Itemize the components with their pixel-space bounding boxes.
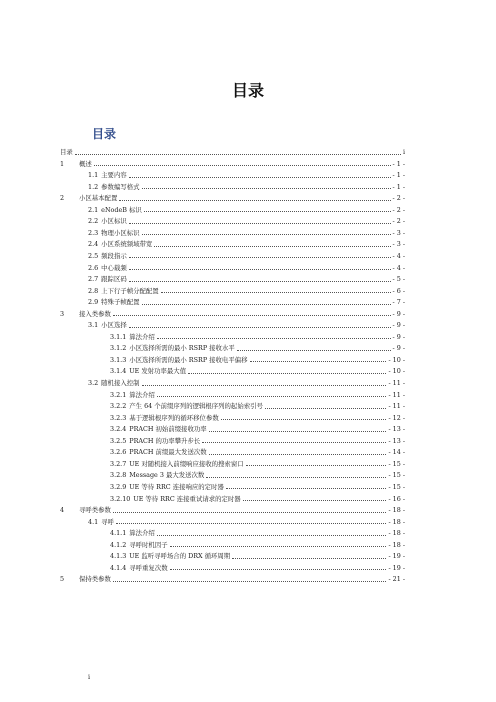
toc-entry-number: 3.1.1 — [110, 332, 127, 341]
toc-entry[interactable] — [60, 145, 405, 156]
toc-entry-number: 3.2.9 — [110, 482, 127, 491]
toc-entry[interactable] — [88, 261, 405, 272]
toc-entry-page: - 11 - — [388, 379, 405, 387]
toc-entry[interactable] — [88, 295, 405, 306]
toc-entry-page: - 10 - — [388, 367, 405, 376]
toc-leader-dots — [237, 350, 391, 351]
toc-entry-page: - 13 - — [388, 436, 405, 445]
toc-entry-number: 3.2.1 — [110, 390, 127, 399]
toc-leader-dots — [209, 454, 387, 455]
toc-leader-dots — [129, 327, 391, 328]
toc-leader-dots — [129, 177, 391, 178]
toc-entry-label: 算法介绍 — [129, 529, 155, 538]
toc-leader-dots — [154, 246, 390, 247]
toc-entry[interactable] — [60, 572, 405, 583]
toc-leader-dots — [142, 234, 391, 235]
toc-entry-label: 产生 64 个前缀序列的逻辑根序列的起始索引号 — [129, 402, 263, 411]
toc-entry-page: - 13 - — [388, 425, 405, 434]
toc-entry-page: - 4 - — [392, 263, 405, 272]
toc-entry[interactable] — [88, 237, 405, 248]
toc-entry-number: 3 — [60, 309, 65, 318]
toc-entry[interactable] — [88, 515, 405, 526]
toc-leader-dots — [206, 477, 386, 478]
toc-entry-number: 1.1 — [88, 171, 99, 180]
toc-entry-number: 3.2.10 — [110, 494, 131, 503]
toc-entry-page: - 9 - — [392, 309, 405, 318]
toc-leader-dots — [157, 396, 387, 397]
toc-entry-number: 3.2.4 — [110, 425, 127, 434]
toc-entry-page: - 12 - — [388, 413, 405, 422]
toc-leader-dots — [202, 442, 386, 443]
toc-entry-label: 频段指示 — [101, 251, 127, 260]
toc-leader-dots — [265, 408, 387, 409]
toc-leader-dots — [113, 512, 387, 513]
toc-entry[interactable] — [110, 353, 405, 364]
toc-entry-label: 主要内容 — [101, 171, 127, 180]
toc-entry-label: 特殊子帧配置 — [101, 298, 140, 307]
toc-entry-number: 2.5 — [88, 251, 99, 260]
toc-entry-page: - 11 - — [388, 402, 405, 411]
toc-entry-label: UE 监听寻呼场合的 DRX 循环周期 — [129, 552, 231, 561]
toc-entry-page: - 15 - — [388, 482, 405, 491]
toc-entry-number: 3.2.3 — [110, 413, 127, 422]
toc-entry-number: 1.2 — [88, 182, 99, 191]
toc-entry[interactable] — [110, 399, 405, 410]
toc-entry-number: 3.2.5 — [110, 436, 127, 445]
toc-entry-label: 小区选择所需的最小 RSRP 接收水平 — [129, 344, 235, 353]
toc-entry[interactable] — [60, 307, 405, 318]
toc-entry-label: 小区基本配置 — [79, 194, 118, 203]
toc-leader-dots — [250, 361, 387, 362]
toc-entry-page: - 18 - — [388, 506, 405, 515]
toc-entry-label: 上下行子帧分配配置 — [101, 286, 159, 295]
toc-entry-page: - 3 - — [392, 228, 405, 237]
toc-entry-page: - 18 - — [388, 540, 405, 549]
toc-leader-dots — [221, 419, 387, 420]
toc-entry[interactable] — [110, 492, 405, 503]
toc-entry[interactable] — [110, 468, 405, 479]
toc-entry-label: 寻呼 — [101, 517, 114, 526]
toc-leader-dots — [243, 500, 387, 501]
toc-entry-page: - 18 - — [388, 517, 405, 526]
toc-entry[interactable] — [88, 203, 405, 214]
toc-entry[interactable] — [110, 457, 405, 468]
toc-entry[interactable] — [110, 411, 405, 422]
toc-entry-label: 小区选择所需的最小 RSRP 接收电平偏移 — [129, 355, 248, 364]
toc-entry[interactable] — [88, 249, 405, 260]
toc-entry[interactable] — [110, 480, 405, 491]
toc-entry-label: PRACH 的功率攀升步长 — [129, 436, 201, 445]
toc-entry-label: 小区系统频域带宽 — [101, 240, 153, 249]
toc-entry-number: 4.1.4 — [110, 563, 127, 572]
toc-entry-label: 随机接入控制 — [101, 379, 140, 387]
toc-entry-label: PRACH 初始前缀接收功率 — [129, 425, 207, 434]
toc-entry-page: - 7 - — [392, 298, 405, 307]
toc-entry-label: 保持类参数 — [79, 575, 111, 584]
toc-entry-number: 2 — [60, 194, 65, 203]
toc-entry-page: - 9 - — [392, 332, 405, 341]
toc-entry-label: 小区标识 — [101, 217, 127, 226]
toc-entry[interactable] — [60, 503, 405, 514]
toc-entry-number: 2.4 — [88, 240, 99, 249]
toc-entry-label: 目录 — [60, 148, 73, 156]
toc-entry-page: - 4 - — [392, 251, 405, 260]
toc-entry-number: 2.7 — [88, 275, 99, 284]
toc-leader-dots — [157, 338, 391, 339]
toc-entry-number: 2.6 — [88, 263, 99, 272]
toc-entry-label: 算法介绍 — [129, 390, 155, 399]
toc-entry-label: 中心载频 — [101, 263, 127, 272]
toc-entry[interactable] — [110, 561, 405, 572]
toc-entry[interactable] — [110, 330, 405, 341]
toc-entry-page: - 9 - — [392, 321, 405, 330]
toc-entry-page: - 15 - — [388, 459, 405, 468]
toc-leader-dots — [170, 569, 387, 570]
toc-entry-label: UE 对随机接入前缀响应接收的搜索窗口 — [129, 459, 244, 468]
toc-entry[interactable] — [110, 388, 405, 399]
toc-entry-label: 参数编写格式 — [101, 182, 140, 191]
toc-entry[interactable] — [110, 434, 405, 445]
toc-entry-page: - 1 - — [392, 182, 405, 191]
toc-entry-page: - 3 - — [392, 240, 405, 249]
toc-entry[interactable] — [88, 284, 405, 295]
toc-leader-dots — [129, 257, 391, 258]
toc-entry-number: 4.1 — [88, 517, 99, 526]
toc-entry[interactable] — [110, 341, 405, 352]
toc-entry-number: 3.1.2 — [110, 344, 127, 353]
toc-leader-dots — [142, 385, 387, 386]
toc-entry-label: 寻呼重复次数 — [129, 563, 168, 572]
toc-entry-page: - 18 - — [388, 529, 405, 538]
toc-leader-dots — [116, 523, 387, 524]
toc-entry-number: 2.8 — [88, 286, 99, 295]
toc-leader-dots — [129, 269, 391, 270]
toc-leader-dots — [209, 431, 387, 432]
toc-entry-number: 4.1.1 — [110, 529, 127, 538]
toc-entry[interactable] — [60, 157, 405, 168]
document-title: 目录 — [231, 81, 264, 100]
toc-entry-label: 接入类参数 — [79, 309, 111, 318]
toc-entry-label: 物理小区标识 — [101, 228, 140, 237]
toc-entry-page: - 2 - — [392, 205, 405, 214]
toc-entry-label: PRACH 前缀最大发送次数 — [129, 448, 207, 457]
toc-leader-dots — [161, 292, 391, 293]
toc-entry-page: - 10 - — [388, 355, 405, 364]
toc-entry-number: 4 — [60, 506, 65, 515]
toc-entry-number: 4.1.2 — [110, 540, 127, 549]
toc-leader-dots — [113, 315, 391, 316]
toc-entry-page: - 5 - — [392, 275, 405, 284]
toc-entry-number: 1 — [60, 159, 65, 168]
toc-leader-dots — [142, 188, 391, 189]
toc-entry[interactable] — [88, 168, 405, 179]
toc-entry-label: 寻呼类参数 — [79, 506, 111, 515]
toc-entry-number: 4.1.3 — [110, 552, 127, 561]
toc-entry-page: - 1 - — [392, 159, 405, 168]
toc-entry-label: UE 发射功率最大值 — [129, 367, 187, 376]
toc-entry-label: Message 3 最大发送次数 — [129, 471, 205, 480]
toc-entry-number: 3.1.3 — [110, 355, 127, 364]
toc-entry-page: i — [402, 148, 405, 156]
toc-entry-label: 跟踪区码 — [101, 275, 127, 284]
toc-entry-label: 基于逻辑根序列的循环移位参数 — [129, 413, 219, 422]
toc-entry[interactable] — [110, 422, 405, 433]
toc-leader-dots — [188, 373, 386, 374]
toc-entry-page: - 2 - — [392, 217, 405, 226]
toc-entry-number: 3.2.8 — [110, 471, 127, 480]
toc-entry-label: 概述 — [79, 159, 92, 168]
toc-entry-label: 小区选择 — [101, 321, 127, 330]
toc-entry-label: UE 等待 RRC 连接重试请求的定时器 — [133, 494, 241, 503]
toc-leader-dots — [226, 488, 387, 489]
toc-leader-dots — [119, 200, 390, 201]
toc-leader-dots — [157, 535, 387, 536]
toc-entry-page: - 14 - — [388, 448, 405, 457]
toc-entry-page: - 11 - — [388, 390, 405, 399]
toc-entry[interactable] — [88, 226, 405, 237]
toc-entry-page: - 19 - — [388, 552, 405, 561]
toc-entry-number: 3.2 — [88, 379, 99, 387]
toc-entry[interactable] — [110, 549, 405, 560]
toc-entry-page: - 16 - — [388, 494, 405, 503]
toc-entry-page: - 6 - — [392, 286, 405, 295]
toc-entry-page: - 19 - — [388, 563, 405, 572]
toc-entry[interactable] — [88, 272, 405, 283]
toc-entry-page: - 9 - — [392, 344, 405, 353]
toc-leader-dots — [94, 165, 391, 166]
toc-entry[interactable] — [88, 318, 405, 329]
toc-entry-number: 2.1 — [88, 205, 99, 214]
toc-entry-number: 3.1.4 — [110, 367, 127, 376]
toc-entry-number: 3.2.2 — [110, 402, 127, 411]
toc-entry-number: 2.2 — [88, 217, 99, 226]
toc-leader-dots — [144, 211, 391, 212]
toc-entry-page: - 2 - — [392, 194, 405, 203]
toc-entry[interactable] — [60, 191, 405, 202]
toc-leader-dots — [142, 304, 391, 305]
toc-entry-number: 2.3 — [88, 228, 99, 237]
toc-heading: 目录 — [92, 127, 117, 141]
toc-entry[interactable] — [88, 180, 405, 191]
toc-entry-page: - 21 - — [388, 575, 405, 584]
toc-entry-label: 算法介绍 — [129, 332, 155, 341]
toc-entry[interactable] — [88, 214, 405, 225]
toc-entry-label: eNodeB 标识 — [101, 205, 142, 214]
toc-entry-number: 3.2.6 — [110, 448, 127, 457]
toc-entry-label: UE 等待 RRC 连接响应的定时器 — [129, 482, 224, 491]
toc-leader-dots — [170, 546, 387, 547]
toc-leader-dots — [113, 581, 387, 582]
page-footer-number: i — [88, 673, 91, 681]
toc-entry-number: 3.1 — [88, 321, 99, 330]
toc-entry-number: 5 — [60, 575, 65, 584]
toc-entry-number: 3.2.7 — [110, 459, 127, 468]
toc-entry[interactable] — [88, 376, 405, 387]
toc-entry-page: - 15 - — [388, 471, 405, 480]
toc-entry[interactable] — [110, 445, 405, 456]
toc-leader-dots — [75, 154, 401, 155]
toc-leader-dots — [232, 558, 386, 559]
toc-leader-dots — [246, 465, 387, 466]
toc-entry[interactable] — [110, 526, 405, 537]
toc-leader-dots — [129, 281, 391, 282]
toc-leader-dots — [129, 223, 391, 224]
toc-entry-page: - 1 - — [392, 171, 405, 180]
toc-entry-label: 寻呼时机因子 — [129, 540, 168, 549]
toc-entry-number: 2.9 — [88, 298, 99, 307]
toc-entry[interactable] — [110, 364, 405, 375]
toc-entry[interactable] — [110, 538, 405, 549]
